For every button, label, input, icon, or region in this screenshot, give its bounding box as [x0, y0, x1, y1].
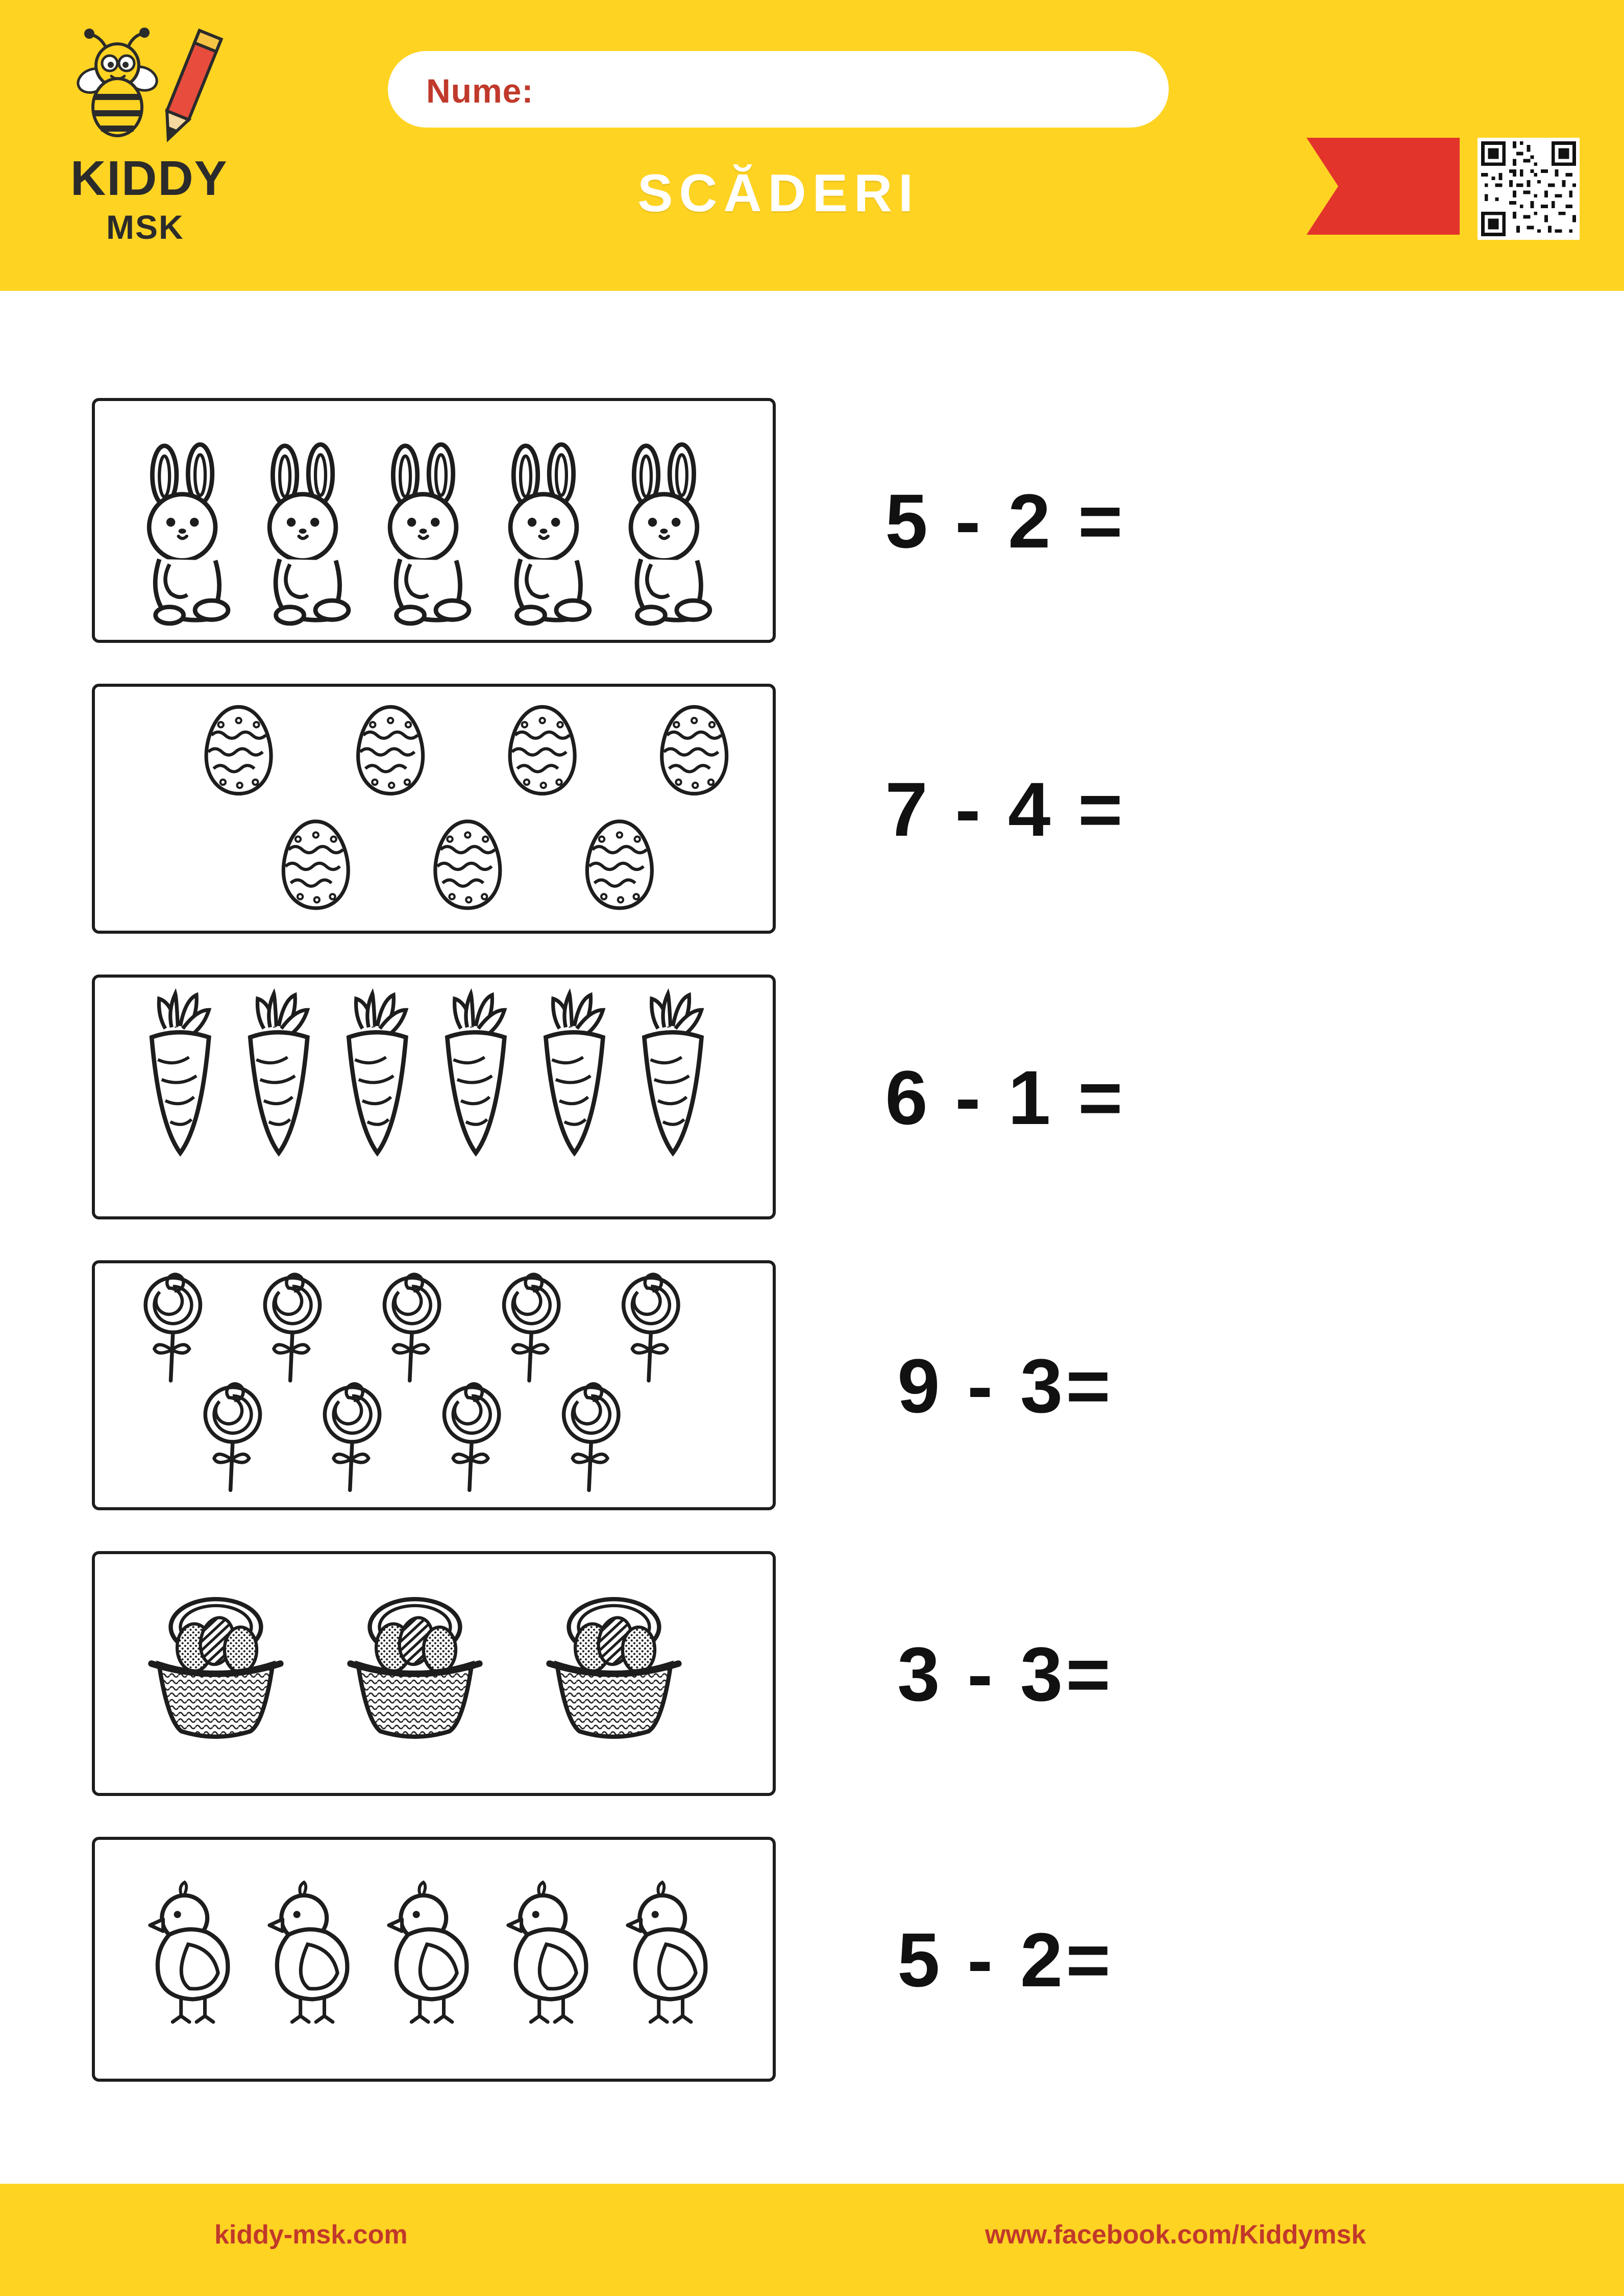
page-header: [0, 0, 1624, 291]
equation-text: 9 - 3=: [897, 1343, 1114, 1429]
brand-name-kiddy: KIDDY: [70, 151, 228, 206]
egg-basket-group: [95, 1554, 773, 1793]
problem-row: [92, 1551, 1194, 1806]
picture-box: [92, 975, 776, 1219]
page-title: SCĂDERI: [637, 164, 920, 223]
equation-text: 5 - 2 =: [885, 478, 1126, 564]
easter-egg-group: [95, 687, 773, 931]
picture-box: [92, 1551, 776, 1796]
problem-row: [92, 398, 1194, 653]
picture-box: [92, 1837, 776, 2082]
equation-text: 5 - 2=: [897, 1917, 1114, 2003]
footer-facebook-link[interactable]: www.facebook.com/Kiddymsk: [985, 2220, 1366, 2250]
brand-name-msk: MSK: [106, 208, 184, 246]
qr-code-icon: [1478, 138, 1580, 240]
problem-row: [92, 684, 1194, 944]
picture-box: [92, 684, 776, 934]
picture-box: [92, 398, 776, 643]
student-name-field[interactable]: [388, 51, 1169, 128]
worksheet-body: [0, 291, 1624, 2184]
bee-pencil-icon: [61, 26, 230, 158]
chick-group: [95, 1840, 773, 2079]
equation-text: 7 - 4 =: [885, 766, 1126, 852]
page-footer: [0, 2184, 1624, 2296]
carrot-group: [95, 978, 773, 1216]
problem-row: [92, 975, 1194, 1230]
footer-website-link[interactable]: kiddy-msk.com: [214, 2220, 408, 2250]
equation-text: 6 - 1 =: [885, 1055, 1126, 1140]
problem-row: [92, 1260, 1194, 1520]
student-name-label: Nume:: [426, 72, 534, 110]
problem-row: [92, 1837, 1194, 2092]
brand-logo: [41, 20, 255, 270]
lollipop-group: [95, 1263, 773, 1507]
ribbon-banner-icon: [1307, 138, 1460, 235]
equation-text: 3 - 3=: [897, 1631, 1114, 1717]
bunny-group: [95, 401, 773, 640]
picture-box: [92, 1260, 776, 1510]
